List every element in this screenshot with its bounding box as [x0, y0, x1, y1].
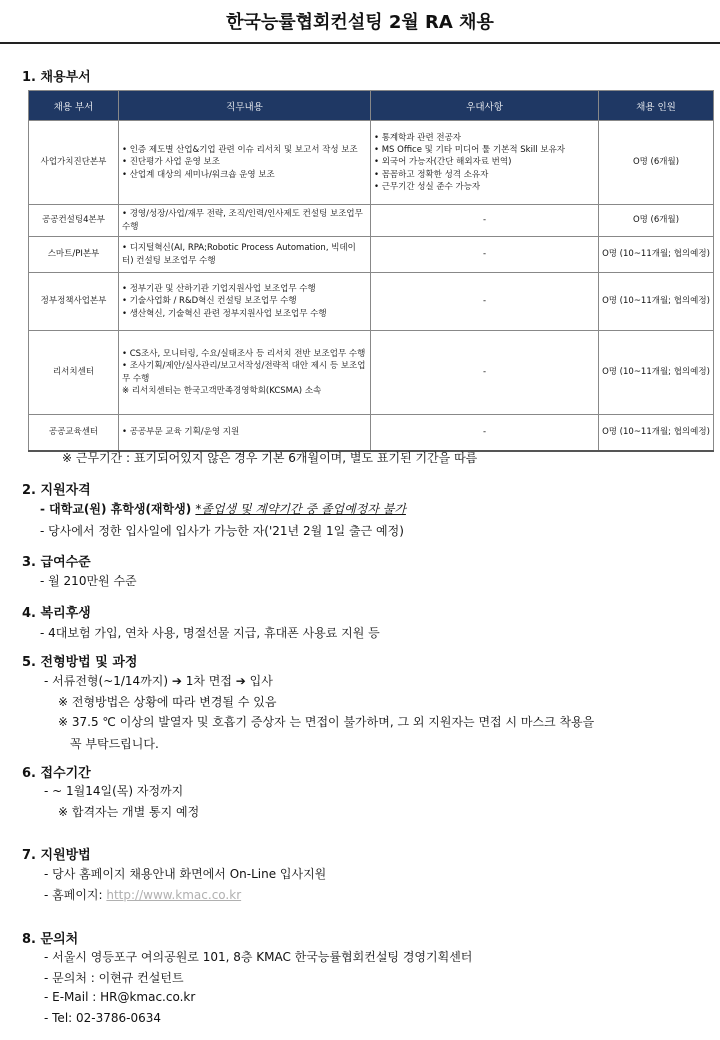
headcount-cell: O명 (6개월) [599, 205, 714, 237]
preferences-cell [371, 273, 599, 331]
section-heading-qualification: 2. 지원자격 [22, 483, 91, 498]
department-cell: 공공컨설팅4본부 [29, 205, 119, 237]
preference-item: • 외국어 가능자(간단 해외자료 번역) [374, 157, 512, 168]
preference-item: • 통계학과 관련 전공자 [374, 132, 462, 143]
duty-item: • 공공부문 교육 기획/운영 지원 [122, 427, 240, 438]
section-heading-process: 5. 전형방법 및 과정 [22, 655, 138, 670]
duty-item: • 정부기관 및 산하기관 기업지원사업 보조업무 수행 [122, 284, 316, 295]
contact-tel: - Tel: 02-3786-0634 [44, 1011, 162, 1025]
preference-item: - [482, 215, 487, 226]
headcount-cell: O명 (10~11개월; 협의예정) [599, 273, 714, 331]
qualification-exclusion-note: *졸업생 및 계약기간 중 졸업예정자 불가 [195, 502, 406, 516]
section-heading-apply: 7. 지원방법 [22, 848, 91, 863]
preferences-cell [371, 237, 599, 273]
preference-item: • 근무기간 성실 준수 가능자 [374, 181, 481, 192]
column-header: 직무내용 [119, 91, 371, 121]
page-title: 한국능률협회컨설팅 2월 RA 채용 [226, 12, 494, 33]
work-period-note: ※ 근무기간 : 표기되어있지 않은 경우 기본 6개월이며, 별도 표기된 기간을 따름 [62, 451, 478, 465]
preference-item: - [482, 367, 487, 378]
preference-item: • 꼼꼼하고 정확한 성격 소유자 [374, 169, 489, 180]
title-divider [0, 42, 720, 44]
headcount-cell: O명 (10~11개월; 협의예정) [599, 415, 714, 451]
department-cell: 정부정책사업본부 [29, 273, 119, 331]
table-row [29, 415, 714, 451]
contact-address: - 서울시 영등포구 여의공원로 101, 8층 KMAC 한국능률협회컨설팅 경영기획센터 [44, 950, 473, 964]
table-row [29, 331, 714, 415]
duty-item: • CS조사, 모니터링, 수요/실태조사 등 리서치 전반 보조업무 수행 [122, 348, 366, 359]
departments-table [28, 90, 714, 452]
duty-item: • 인증 제도별 산업&기업 관련 이슈 리서치 및 보고서 작성 보조 [122, 145, 358, 156]
preferences-cell [371, 205, 599, 237]
preference-item: - [482, 296, 487, 307]
duties-cell [119, 205, 371, 237]
process-note: ※ 전형방법은 상황에 따라 변경될 수 있음 [58, 695, 277, 709]
preferences-cell [371, 121, 599, 205]
duties-cell [119, 273, 371, 331]
duty-item: • 디지털혁신(AI, RPA;Robotic Process Automation, 빅데이터) 컨설팅 보조업무 수행 [122, 243, 356, 266]
apply-homepage-label: - 홈페이지: [44, 888, 107, 902]
headcount-cell: O명 (10~11개월; 협의예정) [599, 237, 714, 273]
contact-person: - 문의처 : 이현규 컨설턴트 [44, 971, 184, 985]
section-heading-salary: 3. 급여수준 [22, 555, 91, 570]
period-note: ※ 합격자는 개별 통지 예정 [58, 805, 200, 819]
department-cell: 공공교육센터 [29, 415, 119, 451]
table-row [29, 205, 714, 237]
duty-item: • 경영/성장/사업/재무 전략, 조직/인력/인사제도 컨설팅 보조업무 수행 [122, 209, 363, 232]
qualification-student: - 대학교(원) 휴학생(재학생) [40, 502, 196, 516]
homepage-link[interactable]: http://www.kmac.co.kr [106, 888, 242, 902]
duty-item: • 진단평가 사업 운영 보조 [122, 157, 220, 168]
preferences-cell [371, 415, 599, 451]
apply-method: - 당사 홈페이지 채용안내 화면에서 On-Line 입사지원 [44, 867, 327, 881]
table-row [29, 273, 714, 331]
duties-cell [119, 331, 371, 415]
qualification-start-date: - 당사에서 정한 입사일에 입사가 가능한 자('21년 2월 1일 출근 예정) [40, 524, 404, 538]
department-cell: 사업가치진단본부 [29, 121, 119, 205]
column-header: 채용 인원 [599, 91, 714, 121]
section-heading-period: 6. 접수기간 [22, 766, 91, 781]
benefits-text: - 4대보험 가입, 연차 사용, 명절선물 지급, 휴대폰 사용료 지원 등 [40, 626, 380, 640]
process-health-note-cont: 꼭 부탁드립니다. [70, 737, 159, 751]
table-header-row [29, 91, 714, 121]
salary-text: - 월 210만원 수준 [40, 574, 137, 588]
column-header: 채용 부서 [29, 91, 119, 121]
section-heading-departments: 1. 채용부서 [22, 70, 91, 85]
column-header: 우대사항 [371, 91, 599, 121]
process-steps: - 서류전형(~1/14까지) ➔ 1차 면접 ➔ 입사 [44, 674, 273, 688]
duties-cell [119, 415, 371, 451]
process-health-note: ※ 37.5 ℃ 이상의 발열자 및 호흡기 증상자 는 면접이 불가하며, 그 외 지원자는 면접 시 마스크 착용을 [58, 715, 595, 729]
duties-cell [119, 121, 371, 205]
duty-item: • 기술사업화 / R&D혁신 컨설팅 보조업무 수행 [122, 296, 297, 307]
apply-homepage-line [44, 886, 241, 903]
contact-email: - E-Mail : HR@kmac.co.kr [44, 990, 196, 1004]
duty-item: • 조사기획/제안/실사관리/보고서작성/전략적 대안 제시 등 보조업무 수행 [122, 361, 366, 384]
preference-item: • MS Office 및 기타 미디어 툴 기본적 Skill 보유자 [374, 145, 566, 156]
table-row [29, 237, 714, 273]
headcount-cell: O명 (10~11개월; 협의예정) [599, 331, 714, 415]
qualification-line [40, 500, 406, 517]
duties-cell [119, 237, 371, 273]
table-row [29, 121, 714, 205]
department-cell: 리서치센터 [29, 331, 119, 415]
department-cell: 스마트/PI본부 [29, 237, 119, 273]
preference-item: - [482, 427, 487, 438]
period-deadline: - ~ 1월14일(목) 자정까지 [44, 784, 184, 798]
preferences-cell [371, 331, 599, 415]
section-heading-benefits: 4. 복리후생 [22, 606, 91, 621]
duty-item: ※ 리서치센터는 한국고객만족경영학회(KCSMA) 소속 [122, 385, 322, 396]
headcount-cell: O명 (6개월) [599, 121, 714, 205]
preference-item: - [482, 249, 487, 260]
section-heading-contact: 8. 문의처 [22, 932, 79, 947]
duty-item: • 산업계 대상의 세미나/워크숍 운영 보조 [122, 169, 275, 180]
duty-item: • 생산혁신, 기술혁신 관련 정부지원사업 보조업무 수행 [122, 308, 327, 319]
